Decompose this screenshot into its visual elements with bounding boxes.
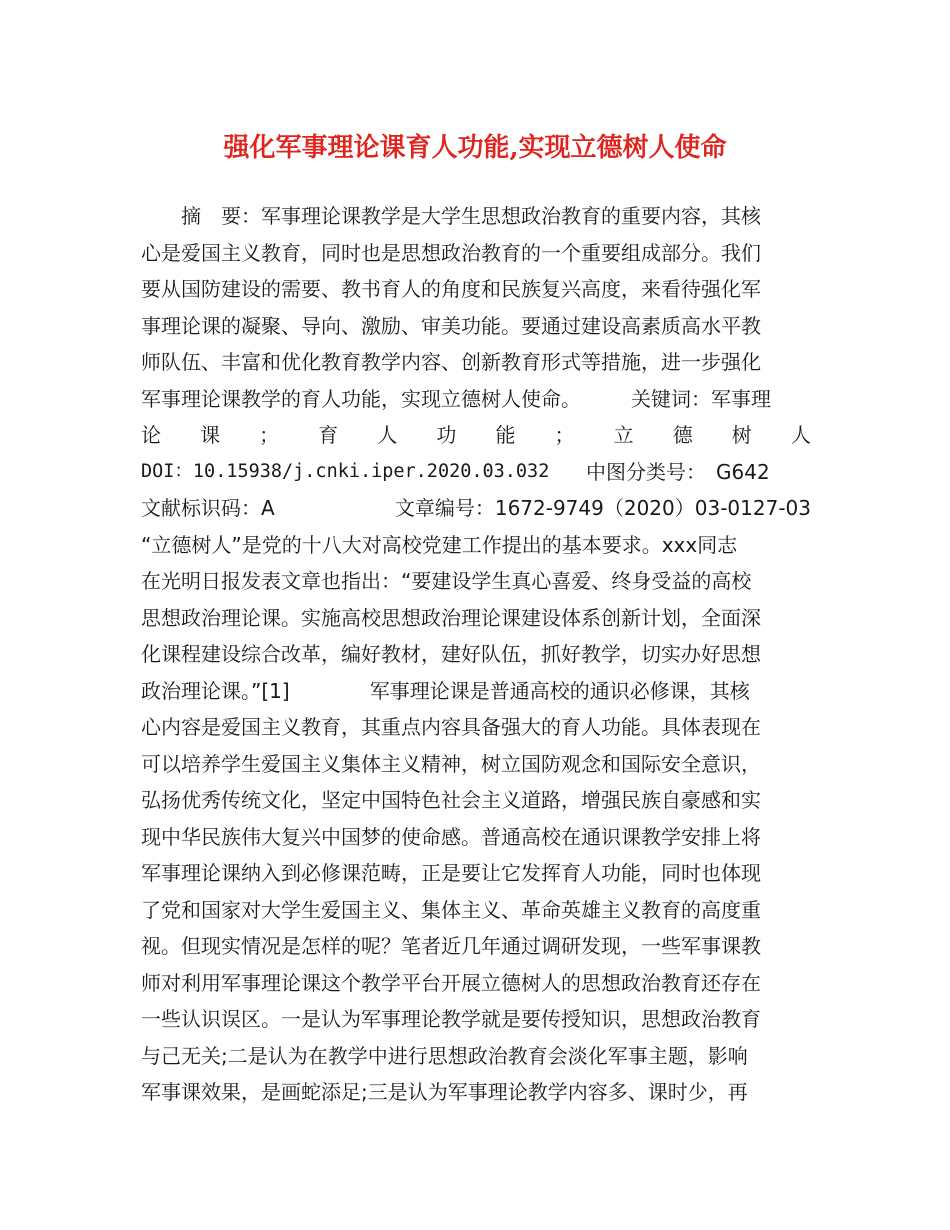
doi-text: DOI：10.15938/j.cnki.iper.2020.03.032 — [141, 460, 550, 482]
text-line: 与己无关;二是认为在教学中进行思想政治教育会淡化军事主题，影响 — [141, 1043, 748, 1068]
text-line: 摘 要：军事理论课教学是大学生思想政治教育的重要内容，其核 — [141, 204, 761, 228]
text-line: 心是爱国主义教育，同时也是思想政治教育的一个重要组成部分。我们 — [141, 240, 761, 265]
keyword-char: 育 — [318, 423, 339, 447]
keyword-char: 功 — [436, 423, 457, 447]
text-line: 了党和国家对大学生爱国主义、集体主义、革命英雄主义教育的高度重 — [141, 897, 761, 922]
keyword-char: 德 — [672, 423, 693, 447]
keyword-char: 课 — [200, 423, 221, 447]
text-line: 一些认识误区。一是认为军事理论教学就是要传授知识，思想政治教育 — [141, 1007, 761, 1031]
document-title: 强化军事理论课育人功能,实现立德树人使命 — [223, 133, 727, 163]
keyword-char: 立 — [613, 423, 634, 447]
text-line: 可以培养学生爱国主义集体主义精神，树立国防观念和国际安全意识， — [141, 751, 761, 776]
text-line: 政治理论课。”[1] 军事理论课是普通高校的通识必修课，其核 — [141, 678, 750, 703]
text-line: 思想政治理论课。实施高校思想政治理论课建设体系创新计划，全面深 — [141, 605, 761, 630]
keyword-char: 人 — [790, 423, 811, 447]
text-line: 化课程建设综合改革，编好教材，建好队伍，抓好教学，切实办好思想 — [141, 642, 761, 666]
text-line: 军事理论课教学的育人功能，实现立德树人使命。 关键词：军事理 — [141, 386, 771, 411]
text-line: 军事理论课纳入到必修课范畴，正是要让它发挥育人功能，同时也体现 — [141, 861, 761, 885]
keyword-char: ； — [259, 423, 280, 447]
text-line: 军事课效果，是画蛇添足;三是认为军事理论教学内容多、课时少，再 — [141, 1080, 748, 1104]
text-line: 要从国防建设的需要、教书育人的角度和民族复兴高度，来看待强化军 — [141, 277, 761, 301]
text-line: 心内容是爱国主义教育，其重点内容具备强大的育人功能。具体表现在 — [141, 715, 761, 739]
keyword-char: 论 — [141, 423, 161, 447]
keywords-line — [141, 417, 811, 454]
document-body — [141, 198, 811, 1111]
text-line: 师对利用军事理论课这个教学平台开展立德树人的思想政治教育还存在 — [141, 970, 761, 995]
text-line: 师队伍、丰富和优化教育教学内容、创新教育形式等措施，进一步强化 — [141, 350, 761, 374]
code-line — [141, 490, 811, 527]
text-line: 事理论课的凝聚、导向、激励、审美功能。要通过建设高素质高水平教 — [141, 313, 761, 338]
text-line: 现中华民族伟大复兴中国梦的使命感。普通高校在通识课教学安排上将 — [141, 824, 761, 849]
doi-line — [141, 454, 811, 491]
text-line: 弘扬优秀传统文化，坚定中国特色社会主义道路，增强民族自豪感和实 — [141, 788, 761, 812]
text-line: 视。但现实情况是怎样的呢？笔者近几年通过调研发现，一些军事课教 — [141, 934, 761, 958]
document-code: 文献标识码：A — [141, 496, 275, 520]
text-line: 在光明日报发表文章也指出：“要建设学生真心喜爱、终身受益的高校 — [141, 569, 752, 593]
keyword-char: 人 — [377, 423, 398, 447]
keyword-char: 树 — [731, 423, 752, 447]
keyword-char: ； — [554, 423, 575, 447]
keyword-char: 能 — [495, 423, 516, 447]
article-number: 文章编号：1672-9749（2020）03-0127-03 — [394, 496, 811, 520]
text-line: “立德树人”是党的十八大对高校党建工作提出的基本要求。xxx同志 — [141, 532, 738, 557]
classification-number: 中图分类号： G642 — [586, 459, 770, 484]
